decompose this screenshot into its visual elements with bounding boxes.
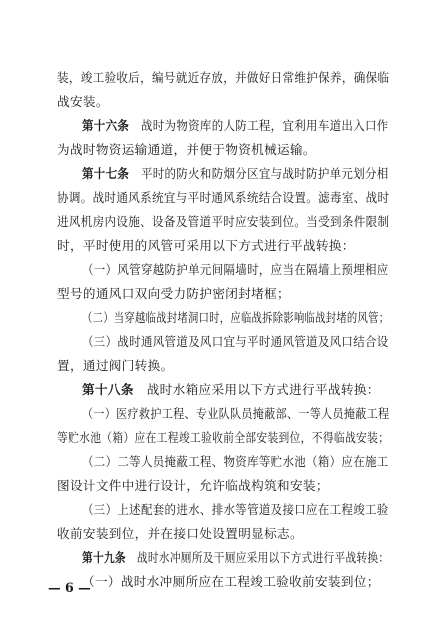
text-line: （一）医疗救护工程、专业队队员掩蔽部、一等人员掩蔽工程: [82, 406, 390, 421]
article-17-line: [82, 162, 389, 186]
article-text: 战时水箱应采用以下方式进行平战转换：: [146, 382, 380, 397]
article-text: 平时的防火和防烟分区宜与战时防护单元划分相: [140, 166, 389, 181]
text-line: （一）风管穿越防护单元间隔墙时，应当在隔墙上预埋相应: [82, 262, 389, 277]
article-19-line: [82, 546, 390, 570]
page-number: — 6 —: [48, 580, 91, 595]
text-line: 型号的通风口双向受力防护密闭封堵框；: [57, 286, 290, 301]
text-line: （三）上述配套的进水、排水等管道及接口应在工程竣工验: [82, 502, 389, 517]
article-label: 第十七条: [82, 166, 130, 181]
article-18-line: [82, 378, 389, 402]
article-16-line: [82, 114, 389, 138]
article-label: 第十九条: [82, 550, 126, 565]
text-line: 图设计文件中进行设计，允许临战构筑和安装；: [57, 478, 329, 493]
article-text: 战时水冲厕所及干厕应采用以下方式进行平战转换：: [136, 550, 390, 565]
text-line: 等贮水池（箱）应在工程竣工验收前全部安装到位，不得临战安装；: [57, 430, 390, 445]
text-line: （一）战时水冲厕所应在工程竣工验收前安装到位；: [82, 574, 380, 589]
text-line: 收前安装到位，并在接口处设置明显标志。: [57, 526, 303, 541]
text-line: 进风机房内设施、设备及管道平时应安装到位。当受到条件限制: [57, 214, 390, 229]
article-text: 战时为物资库的人防工程，宜利用车道出入口作: [140, 118, 389, 133]
article-label: 第十八条: [82, 382, 134, 397]
text-line: （二）二等人员掩蔽工程、物资库等贮水池（箱）应在施工: [82, 454, 389, 469]
text-line: 战安装。: [57, 94, 109, 109]
text-line: 时，平时使用的风管可采用以下方式进行平战转换：: [57, 238, 355, 253]
text-line: （二）当穿越临战封堵洞口时，应临战拆除影响临战封堵的风管；: [82, 310, 390, 325]
text-line: 协调。战时通风系统宜与平时通风系统结合设置。滤毒室、战时: [57, 190, 390, 205]
text-line: 为战时物资运输通道，并便于物资机械运输。: [57, 142, 316, 157]
article-label: 第十六条: [82, 118, 130, 133]
text-line: 置，通过阀门转换。: [57, 358, 174, 373]
text-line: （三）战时通风管道及风口宜与平时通风管道及风口结合设: [82, 334, 389, 349]
text-line: 装，竣工验收后，编号就近存放，并做好日常维护保养，确保临: [57, 70, 390, 85]
